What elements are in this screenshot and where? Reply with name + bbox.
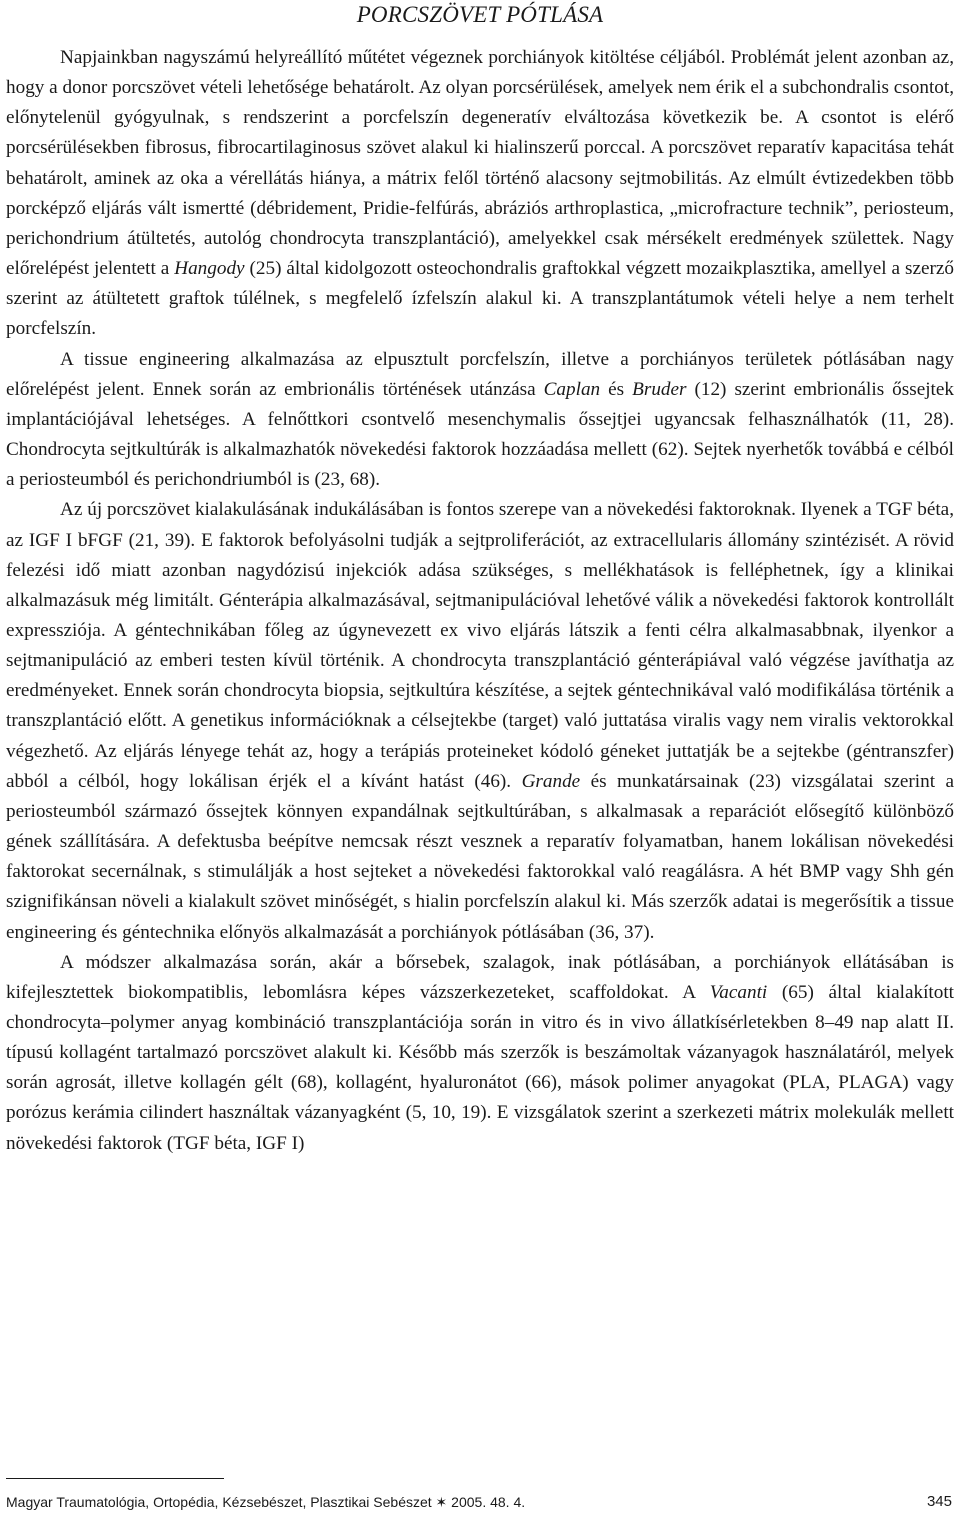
paragraph-4 <box>6 948 954 1159</box>
text-run: (25) által kidolgozott osteochondralis graftokkal végzett mozaikplasztika, amellyel a szerző szerint az átültetett graftok túlélnek, s megfelelő ízfelszín alakul ki. A transzplantátumok vételi helye a nem terhelt porcfelszín. <box>6 258 954 340</box>
text-run: (12) szerint embrionális őssejtek implantációjával lehetséges. A felnőttkori csontvelő mesenchymalis őssejtjei ugyancsak felhasználhatók (11, 28). Chondrocyta sejtkultúrák is alkalmazhatók növekedési faktorok hozzáadása mellett (62). Sejtek nyerhetők továbbá e célból a periosteumból és perichondriumból is (23, 68). <box>6 378 954 491</box>
footer-journal: Magyar Traumatológia, Ortopédia, Kézsebészet, Plasztikai Sebészet ✶ 2005. 48. 4. <box>6 1494 526 1510</box>
page-footer <box>6 1490 952 1512</box>
paragraph-1 <box>6 43 954 345</box>
text-run: és munkatársainak (23) vizsgálatai szerint a periosteumból származó őssejtek könnyen expandálnak sejtkultúrában, s alkalmasak a reparációt elősegítő különböző gének szállítására. A defektusba beépítve nemcsak részt vesznek a reparatív folyamatban, hanem lokálisan növekedési faktorokat secernálnak, s stimulálják a host sejteket a növekedési faktorokkal való reagálásra. A hét BMP vagy Shh gén szignifikánsan növeli a kialakult szövet minőségét, s hialin porcfelszín alakul ki. Más szerzők adatai is megerősítik a tissue engineering és géntechnika előnyös alkalmazását a porchiányok pótlásában (36, 37). <box>6 770 954 943</box>
section-title: PORCSZÖVET PÓTLÁSA <box>356 2 604 27</box>
italic-author-name: Hangody <box>174 258 245 280</box>
text-run: A tissue engineering alkalmazása az elpusztult porcfelszín, illetve a porchiányos területek pótlásában nagy előrelépést jelent. Ennek során az embrionális történések utánzása <box>6 348 954 400</box>
page-number: 345 <box>926 1493 952 1510</box>
text-run: A módszer alkalmazása során, akár a bőrsebek, szalagok, inak pótlásában, a porchiányok ellátásában is kifejlesztettek biokompatiblis, lebomlásra képes vázszerkezeteket, scaffoldokat. A <box>6 951 954 1003</box>
paragraph-3 <box>6 495 954 947</box>
text-run: és <box>600 378 633 400</box>
text-run: (65) által kialakított chondrocyta–polymer anyag kombináció transzplantációja során in vitro és in vivo állatkísérletekben 8–49 nap alatt II. típusú kollagént tartalmazó porcszövet alakult ki. Később más szerzők is beszámoltak vázanyagok használatáról, melyek során agrosát, illetve kollagén gélt (68), kollagént, hyaluronátot (66), mások polimer anyagokat (PLA, PLAGA) vagy porózus kerámia cilindert használtak vázanyagként (5, 10, 19). E vizsgálatok szerint a szerkezeti mátrix molekulák mellett növekedési faktorok (TGF béta, IGF I) <box>6 981 954 1154</box>
footer-rule <box>6 1478 224 1479</box>
text-run: Napjainkban nagyszámú helyreállító műtétet végeznek porchiányok kitöltése céljából. Problémát jelent azonban az, hogy a donor porcszövet vételi lehetősége behatárolt. Az olyan porcsérülések, amelyek nem érik el a subchondralis csontot, előnytelenül gyógyulnak, s rendszerint a porcfelszín degeneratív elváltozása következik be. A csontot is elérő porcsérülésekben fibrosus, fibrocartilaginosus szövet alakul ki hialinszerű porccal. A porcszövet reparatív kapacitása tehát behatárolt, aminek az oka a vérellátás hiánya, a mátrix felől történő alacsony sejtmobilitás. Az elmúlt évtizedekben több porcképző eljárás vált ismertté (débridement, Pridie-felfúrás, abráziós arthroplastica, „microfracture technik”, periosteum, perichondrium átültetés, autológ chondrocyta transzplantáció), amelyekkel csak mérsékelt eredmények születtek. Nagy előrelépést jelentett a <box>6 47 954 280</box>
text-run: Az új porcszövet kialakulásának indukálásában is fontos szerepe van a növekedési faktoroknak. Ilyenek a TGF béta, az IGF I bFGF (21, 39). E faktorok befolyásolni tudják a sejtproliferációt, az extracellularis állomány szintézisét. A rövid felezési idő miatt azonban nagydózisú injekciók adása szükséges, s mellékhatások is felléphetnek, így a klinikai alkalmazásuk még limitált. Génterápia alkalmazásával, sejtmanipulációval lehetővé válik a növekedési faktorok kontrollált expressziója. A géntechnikában főleg az úgynevezett ex vivo eljárás látszik a fenti célra alkalmasabbnak, ilyenkor a sejtmanipuláció az emberi testen kívül történik. A chondrocyta transzplantáció génterápiával való végzése javíthatja az eredményeket. Ennek során chondrocyta biopsia, sejtkultúra készítése, a sejtek géntechnikával való modifikálása történik a transzplantáció előtt. A genetikus információknak a célsejtekbe (target) való juttatása viralis vagy nem viralis vektorokkal végezhető. Az eljárás lényege tehát az, hogy a terápiás proteineket kódoló géneket juttatják be a sejtekbe (géntranszfer) abból a célból, hogy lokálisan érjék el a kívánt hatást (46). <box>6 499 954 792</box>
italic-author-name: Caplan <box>543 378 601 400</box>
italic-author-name: Vacanti <box>709 981 768 1003</box>
body-text <box>6 43 954 1159</box>
italic-author-name: Grande <box>521 770 581 792</box>
italic-author-name: Bruder <box>632 378 687 400</box>
paragraph-2 <box>6 345 954 496</box>
